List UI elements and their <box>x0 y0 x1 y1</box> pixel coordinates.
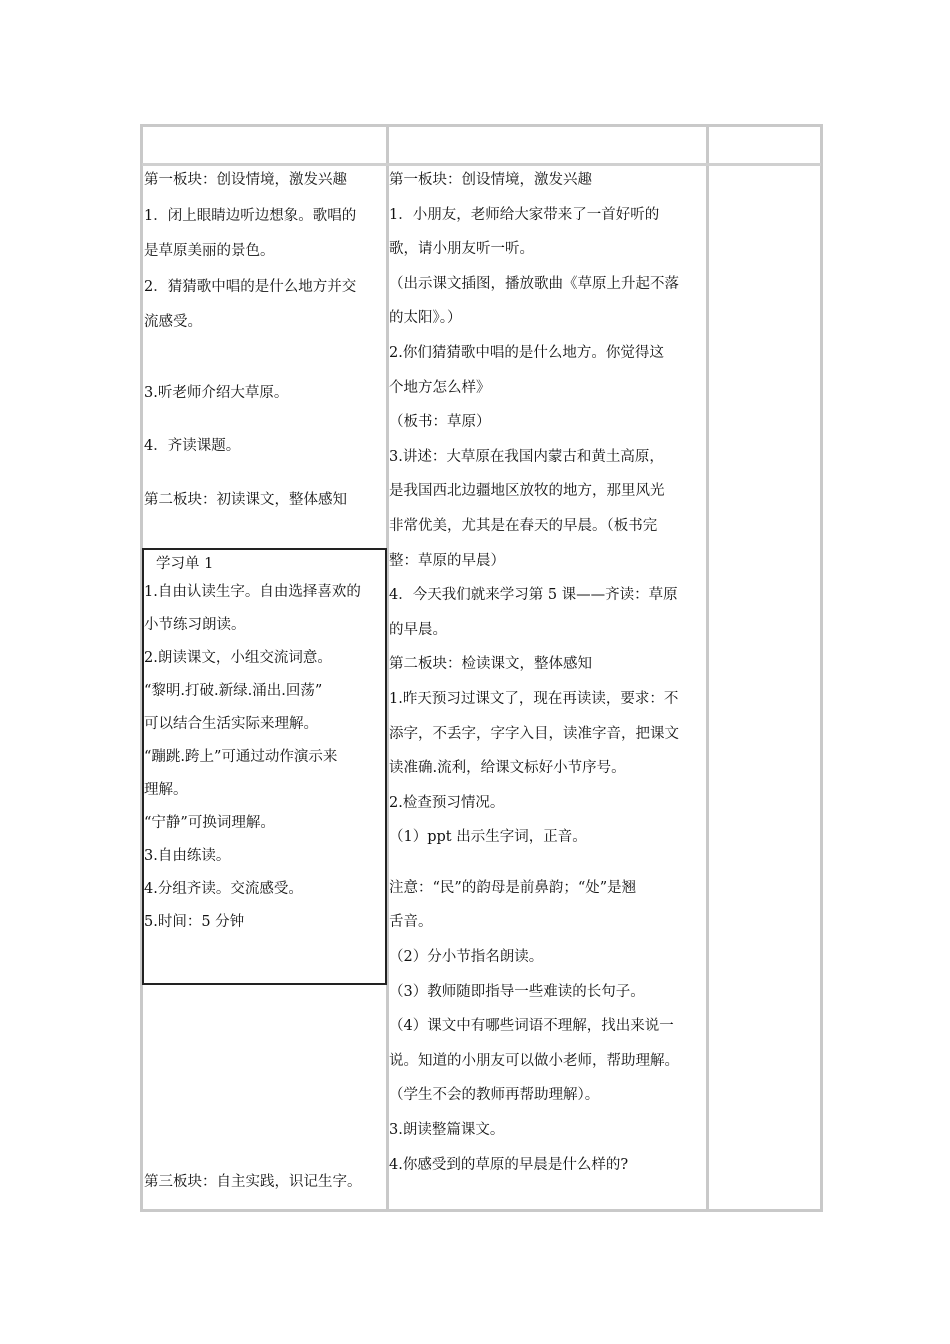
text-line: 理解。 <box>144 782 188 798</box>
text-line: 5.时间：5 分钟 <box>144 914 245 930</box>
text-line: 4．今天我们就来学习第 5 课——齐读：草原 <box>389 587 678 604</box>
column-divider <box>706 126 709 1210</box>
text-line: 是草原美丽的景色。 <box>144 243 275 259</box>
teacher-activity-column <box>389 163 679 1182</box>
text-line: 非常优美，尤其是在春天的早晨。（板书完 <box>389 517 658 534</box>
text-line: 1.昨天预习过课文了，现在再读读，要求：不 <box>389 690 679 707</box>
text-line: （4）课文中有哪些词语不理解，找出来说一 <box>389 1018 674 1035</box>
text-line: 小节练习朗读。 <box>144 617 246 633</box>
text-line: 2.朗读课文，小组交流词意。 <box>144 650 332 666</box>
text-line: 4．齐读课题。 <box>144 438 241 454</box>
study-sheet-content <box>144 552 361 939</box>
study-sheet-title: 学习单 1 <box>156 556 214 572</box>
text-line: 个地方怎么样》 <box>389 379 491 396</box>
text-line: 1.自由认读生字。自由选择喜欢的 <box>144 584 361 600</box>
text-line: （2）分小节指名朗读。 <box>389 949 544 966</box>
text-line: “蹦跳.跨上”可通过动作演示来 <box>144 749 338 765</box>
text-line: （出示课文插图，播放歌曲《草原上升起不落 <box>389 275 679 292</box>
text-line: 添字，不丢字，字字入目，读准字音，把课文 <box>389 725 679 742</box>
text-line: 的早晨。 <box>389 621 447 638</box>
section-heading: 第一板块：创设情境，激发兴趣 <box>389 172 592 188</box>
text-line: 1．闭上眼睛边听边想象。歌唱的 <box>144 207 357 224</box>
student-activity-column <box>144 163 356 518</box>
text-line: 4.你感受到的草原的早晨是什么样的? <box>389 1156 629 1173</box>
text-line: 3.自由练读。 <box>144 848 231 864</box>
text-line: 4.分组齐读。交流感受。 <box>144 881 303 897</box>
section-heading: 第三板块：自主实践，识记生字。 <box>144 1174 362 1190</box>
section-heading: 第二板块：检读课文，整体感知 <box>389 656 592 673</box>
text-line: （3）教师随即指导一些难读的长句子。 <box>389 983 645 1000</box>
text-line: 流感受。 <box>144 314 202 330</box>
text-line: 2.检查预习情况。 <box>389 794 505 811</box>
text-line: 整：草原的早晨） <box>389 552 505 569</box>
section-heading: 第一板块：创设情境，激发兴趣 <box>144 172 347 188</box>
text-line: 读准确.流利，给课文标好小节序号。 <box>389 760 626 777</box>
text-line: 3.听老师介绍大草原。 <box>144 384 289 401</box>
text-line: 歌，请小朋友听一听。 <box>389 241 534 258</box>
text-line: （学生不会的教师再帮助理解）。 <box>389 1087 600 1104</box>
text-line: （板书：草原） <box>389 414 491 431</box>
text-line: 3.朗读整篇课文。 <box>389 1122 505 1139</box>
text-line: “宁静”可换词理解。 <box>144 815 275 831</box>
text-line: 是我国西北边疆地区放牧的地方，那里风光 <box>389 483 665 500</box>
text-line: 的太阳》。） <box>389 310 462 327</box>
text-line: “黎明.打破.新绿.涌出.回荡” <box>144 683 323 699</box>
text-line: 1．小朋友，老师给大家带来了一首好听的 <box>389 206 660 223</box>
section-heading: 第二板块：初读课文，整体感知 <box>144 491 347 508</box>
text-line: （1）ppt 出示生字词，正音。 <box>389 829 587 846</box>
text-line: 舌音。 <box>389 914 433 931</box>
text-line: 2．猜猜歌中唱的是什么地方并交 <box>144 278 357 295</box>
text-line: 2.你们猜猜歌中唱的是什么地方。你觉得这 <box>389 344 664 361</box>
text-line: 注意：“民”的韵母是前鼻韵；“处”是翘 <box>389 879 637 896</box>
text-line: 3.讲述：大草原在我国内蒙古和黄土高原， <box>389 448 664 465</box>
text-line: 可以结合生活实际来理解。 <box>144 716 318 732</box>
text-line: 说。知道的小朋友可以做小老师，帮助理解。 <box>389 1052 679 1069</box>
